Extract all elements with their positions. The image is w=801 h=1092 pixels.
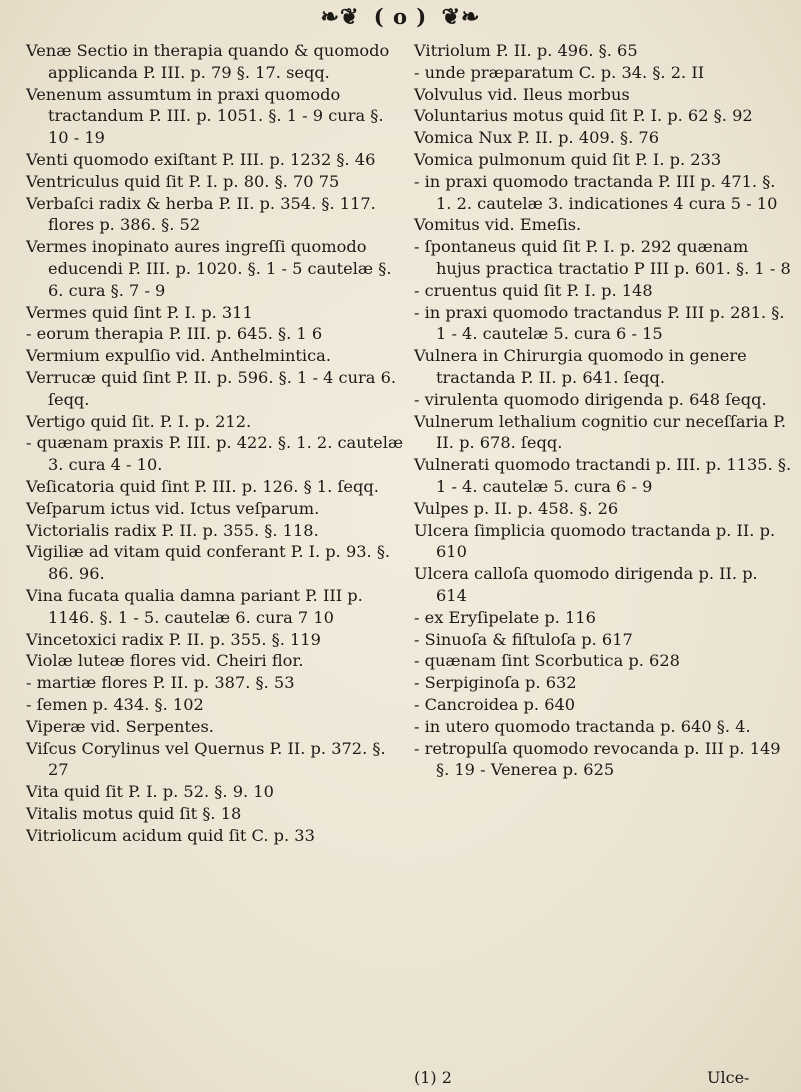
index-entry: Vitalis motus quid ſit §. 18 — [26, 803, 242, 823]
index-entry: - ſemen p. 434. §. 102 — [26, 694, 204, 714]
index-entry: Vermes inopinato aures ingreſſi quomodo educendi P. III. p. 1020. §. 1 - 5 cautelæ §. 6. cura §. 7 - 9 — [26, 237, 392, 300]
index-entry: Vitriolum P. II. p. 496. §. 65 — [414, 41, 638, 60]
index-entry: Ulcera ſimplicia quomodo tractanda p. II. p. 610 — [414, 520, 776, 562]
index-entry: - ex Eryſipelate p. 116 — [414, 607, 596, 627]
index-entry: - cruentus quid ſit P. I. p. 148 — [414, 280, 653, 300]
index-entry: Volvulus vid. Ileus morbus — [414, 84, 630, 104]
index-entry: - quænam ſint Scorbutica p. 628 — [414, 651, 680, 671]
index-column-right — [414, 40, 792, 781]
index-entry: Vitriolicum acidum quid ſit C. p. 33 — [26, 825, 315, 845]
page-header — [0, 4, 801, 30]
index-entry: Vertigo quid ſit. P. I. p. 212. — [26, 411, 252, 431]
index-entry: Vermes quid ſint P. I. p. 311 — [26, 302, 253, 322]
index-entry: Venti quomodo exiſtant P. III. p. 1232 §. 46 — [26, 149, 376, 169]
index-entry: - virulenta quomodo dirigenda p. 648 ſeqq. — [414, 389, 767, 409]
page-number: ( o ) — [373, 4, 428, 29]
index-entry: Verbaſci radix & herba P. II. p. 354. §. 117. flores p. 386. §. 52 — [26, 193, 376, 235]
index-entry: Vulnerum lethalium cognitio cur neceſſaria P. II. p. 678. ſeqq. — [414, 411, 787, 453]
index-entry: Veſicatoria quid ſint P. III. p. 126. § 1. ſeqq. — [26, 476, 379, 496]
index-entry: Vulnerati quomodo tractandi p. III. p. 1135. §. 1 - 4. cautelæ 5. cura 6 - 9 — [414, 455, 792, 496]
index-entry: Ventriculus quid ſit P. I. p. 80. §. 70 75 — [26, 171, 340, 191]
index-entry: - in utero quomodo tractanda p. 640 §. 4. — [414, 716, 751, 736]
catchword: Ulce- — [707, 1068, 750, 1087]
index-entry: Vulpes p. II. p. 458. §. 26 — [414, 498, 619, 518]
index-entry: - retropulſa quomodo revocanda p. III p. 149 §. 19 - Venerea p. 625 — [414, 738, 781, 780]
index-entry: - in praxi quomodo tractanda P. III p. 471. §. 1. 2. cautelæ 3. indicationes 4 cura 5 - 10 — [414, 171, 778, 213]
index-entry: - Sinuoſa & fiſtuloſa p. 617 — [414, 629, 633, 649]
index-entry: Viperæ vid. Serpentes. — [26, 716, 214, 736]
index-entry: - unde præparatum C. p. 34. §. 2. II — [414, 62, 705, 82]
right-ornament: ❦❧ — [441, 4, 481, 30]
index-entry: Vomitus vid. Emeſis. — [414, 215, 582, 235]
index-entry: Veſparum ictus vid. Ictus veſparum. — [26, 498, 320, 518]
index-entry: Vita quid ſit P. I. p. 52. §. 9. 10 — [26, 782, 274, 802]
index-entry: - Serpiginoſa p. 632 — [414, 673, 577, 693]
index-entry: Verrucæ quid ſint P. II. p. 596. §. 1 - 4 cura 6. ſeqq. — [26, 367, 397, 409]
index-entry: Vigiliæ ad vitam quid conferant P. I. p. 93. §. 86. 96. — [26, 542, 391, 584]
index-entry: Vincetoxici radix P. II. p. 355. §. 119 — [26, 629, 321, 649]
index-entry: Vulnera in Chirurgia quomodo in genere tractanda P. II. p. 641. ſeqq. — [414, 346, 747, 387]
index-entry: - eorum therapia P. III. p. 645. §. 1 6 — [26, 324, 323, 344]
index-entry: Vomica pulmonum quid ſit P. I. p. 233 — [414, 149, 722, 169]
index-entry: Venenum assumtum in praxi quomodo tractandum P. III. p. 1051. §. 1 - 9 cura §. 10 - 19 — [26, 84, 384, 148]
index-entry: Ulcera calloſa quomodo dirigenda p. II. p. 614 — [414, 564, 758, 605]
index-entry: Viſcus Corylinus vel Quernus P. II. p. 372. §. 27 — [26, 738, 386, 780]
index-entry: - martiæ flores P. II. p. 387. §. 53 — [26, 673, 295, 693]
signature-mark: (1) 2 — [414, 1068, 452, 1087]
index-entry: - Cancroidea p. 640 — [414, 694, 576, 714]
left-ornament: ❧❦ — [320, 4, 360, 30]
index-entry: - quænam praxis P. III. p. 422. §. 1. 2. cautelæ 3. cura 4 - 10. — [26, 433, 404, 475]
index-entry: Vina fucata qualia damna pariant P. III p. 1146. §. 1 - 5. cautelæ 6. cura 7 10 — [26, 585, 363, 627]
index-entry: Violæ luteæ flores vid. Cheiri flor. — [26, 651, 304, 671]
index-entry: Voluntarius motus quid ſit P. I. p. 62 §. 92 — [414, 106, 753, 126]
index-entry: - in praxi quomodo tractandus P. III p. 281. §. 1 - 4. cautelæ 5. cura 6 - 15 — [414, 302, 785, 344]
index-entry: - ſpontaneus quid ſit P. I. p. 292 quænam hujus practica tractatio P III p. 601. §. 1 - 8 — [414, 237, 791, 278]
index-entry: Vermium expulſio vid. Anthelmintica. — [26, 346, 331, 366]
index-entry: Venæ Sectio in therapia quando & quomodo applicanda P. III. p. 79 §. 17. seqq. — [26, 41, 390, 82]
index-entry: Vomica Nux P. II. p. 409. §. 76 — [414, 128, 660, 148]
index-column-left — [26, 40, 404, 846]
index-entry: Victorialis radix P. II. p. 355. §. 118. — [26, 520, 319, 540]
